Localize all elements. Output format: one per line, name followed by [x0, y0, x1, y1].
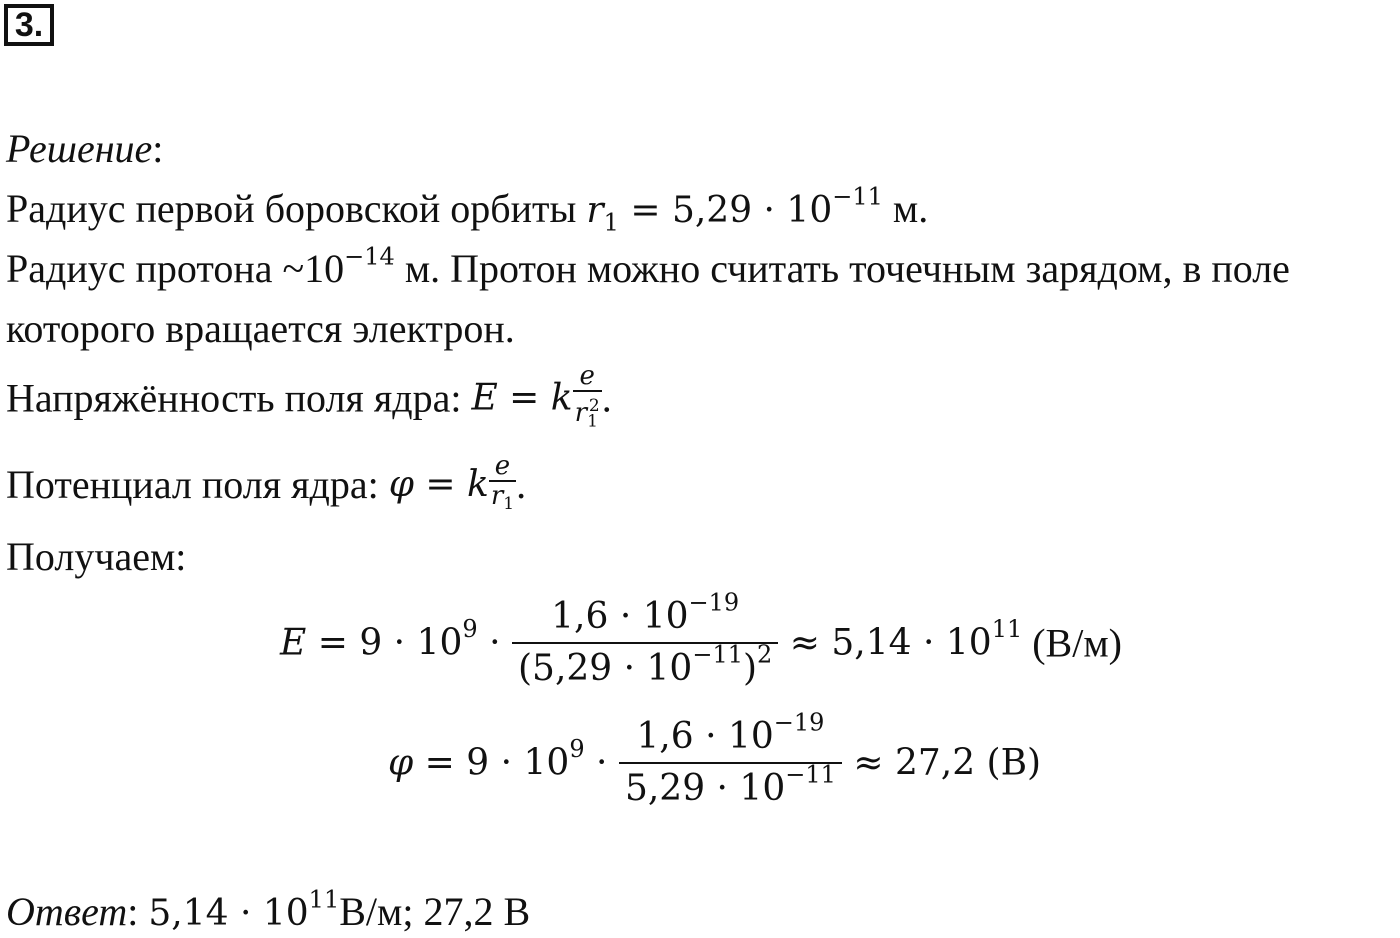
- field-den-sup: 2: [588, 396, 600, 416]
- formula-E-den: [512, 642, 778, 694]
- formula-E-unit: (В/м): [1022, 620, 1122, 666]
- potential-line: Потенциал поля ядра: φ = k $\frac{e}{r1}$ .: [6, 452, 526, 518]
- answer-exp: 11: [308, 885, 340, 914]
- answer-unit: В/м; 27,2 В: [339, 889, 531, 934]
- equals-sign: =: [618, 190, 672, 231]
- field-strength-text: Напряжённость поля ядра:: [6, 375, 472, 421]
- result-text: Получаем:: [6, 534, 187, 579]
- potential-text: Потенциал поля ядра:: [6, 462, 389, 508]
- field-fraction: [573, 362, 602, 435]
- formula-phi-num-text: 1,6 · 10: [636, 716, 774, 757]
- field-num: e: [579, 361, 595, 391]
- potential-num: e: [494, 451, 511, 481]
- formula-phi-fraction: [619, 708, 842, 814]
- answer-label: Ответ: [6, 889, 128, 934]
- formula-E-coef: = 9 · 10: [306, 622, 463, 664]
- formula-E-num-exp: −19: [688, 588, 740, 617]
- formula-phi-approx: ≈ 27,2 (В): [841, 742, 1042, 784]
- potential-den-sub: 1: [503, 494, 515, 515]
- field-E: E: [471, 377, 498, 419]
- formula-E-den-close: ): [743, 648, 758, 689]
- formula-E-den-text: (5,29 · 10: [518, 648, 693, 689]
- bohr-radius-line: [6, 182, 929, 237]
- formula-phi-dot: ·: [584, 742, 619, 784]
- potential-k: k: [467, 464, 489, 506]
- formula-E-fraction: [512, 588, 778, 694]
- bohr-radius-unit: м.: [882, 186, 929, 231]
- formula-E-den-exp: −11: [692, 640, 743, 669]
- field-eq: =: [497, 377, 551, 419]
- formula-E-approx: ≈ 5,14 · 10: [778, 622, 992, 664]
- electron-text: которого вращается электрон.: [6, 306, 515, 351]
- proton-radius-rest: м. Протон можно считать точечным зарядом, в поле: [394, 246, 1290, 291]
- field-den: [573, 390, 602, 435]
- potential-phi: φ: [388, 464, 414, 506]
- solution-heading: Решение:: [6, 126, 164, 171]
- formula-phi-den-text: 5,29 · 10: [624, 768, 786, 809]
- problem-number: 3.: [14, 6, 44, 44]
- bohr-radius-value: 5,29 · 10: [671, 190, 833, 231]
- formula-phi-den: [619, 762, 842, 814]
- formula-phi-den-exp: −11: [785, 760, 836, 789]
- field-strength-line: Напряжённость поля ядра: E = k $\frac{e}{r1^2}$ .: [6, 362, 612, 435]
- formula-E-res-exp: 11: [991, 615, 1023, 643]
- field-den-sub: 1: [587, 411, 598, 432]
- potential-den-r: r: [490, 481, 504, 511]
- bohr-radius-exp: −11: [832, 182, 883, 211]
- potential-eq: =: [413, 464, 468, 506]
- proton-radius-exp: −14: [344, 242, 395, 271]
- formula-phi-lhs: φ: [388, 742, 414, 784]
- field-den-r: r: [574, 398, 588, 429]
- formula-E-lhs: E: [280, 622, 307, 664]
- field-k: k: [550, 377, 573, 419]
- r-var: r: [586, 190, 604, 231]
- result-heading: [6, 533, 186, 581]
- formula-phi-num: [619, 708, 842, 762]
- formula-E-num-text: 1,6 · 10: [551, 596, 689, 637]
- formula-E-den-pow: 2: [757, 640, 773, 669]
- proton-radius-text: Радиус протона ~10: [6, 246, 345, 291]
- problem-number-box: [4, 4, 54, 46]
- r-sub: 1: [603, 208, 619, 237]
- formula-phi: [388, 708, 1042, 814]
- formula-E-num: [512, 588, 778, 642]
- answer-line: Ответ: $5,14 \cdot 10^{11}В/м$; 27,2 В: [6, 885, 531, 934]
- formula-phi-coef-exp: 9: [569, 735, 585, 763]
- answer-value: 5,14 · 10: [148, 893, 309, 934]
- formula-phi-coef: = 9 · 10: [413, 742, 570, 784]
- potential-den: [489, 480, 516, 518]
- solution-label: Решение: [6, 126, 153, 171]
- potential-fraction: [489, 452, 516, 518]
- proton-radius-line: [6, 242, 1290, 293]
- formula-E: [280, 588, 1122, 694]
- formula-phi-num-exp: −19: [773, 708, 825, 737]
- formula-E-dot: ·: [477, 622, 512, 664]
- formula-E-coef-exp: 9: [462, 615, 478, 643]
- electron-line: [6, 305, 515, 353]
- bohr-radius-text: Радиус первой боровской орбиты: [6, 186, 587, 231]
